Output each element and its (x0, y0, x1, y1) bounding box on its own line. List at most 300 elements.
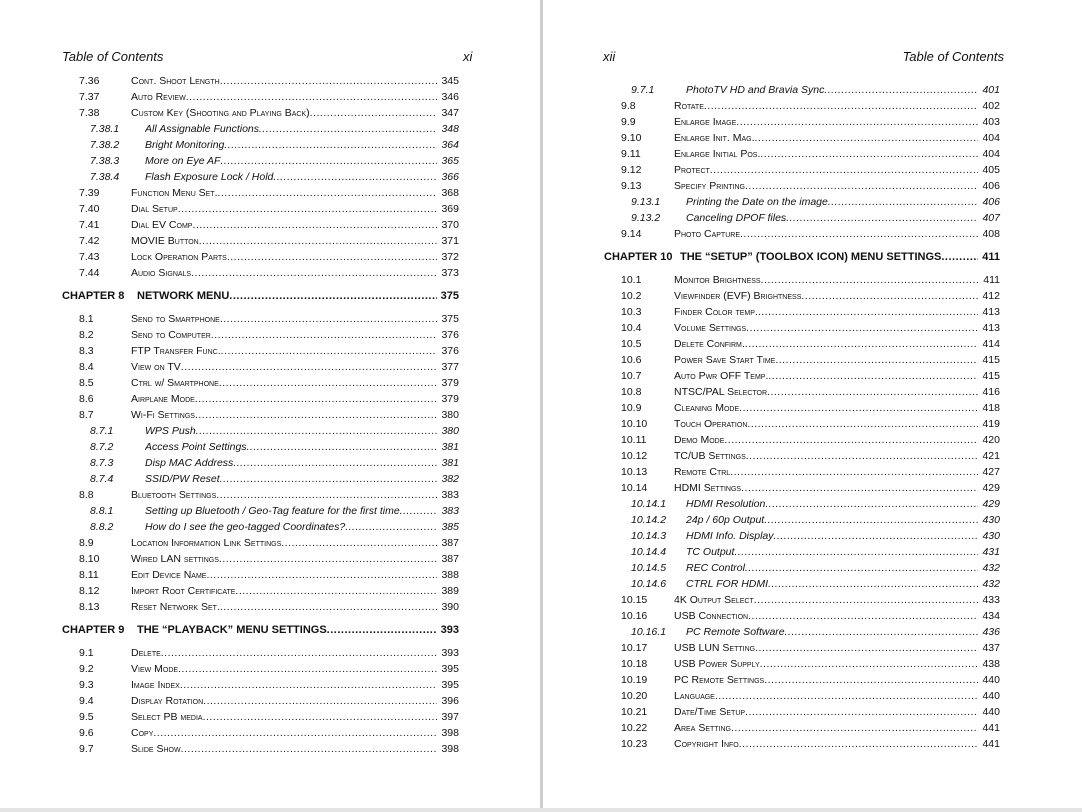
toc-entry[interactable] (631, 497, 1000, 511)
toc-number: CHAPTER 10 (604, 251, 673, 263)
toc-page-number: 411 (983, 274, 1000, 286)
toc-dot-leader (758, 305, 978, 319)
toc-dot-leader (211, 328, 437, 342)
toc-entry[interactable] (79, 266, 459, 280)
toc-dot-leader (734, 545, 978, 559)
toc-dot-leader (724, 433, 978, 447)
toc-dot-leader (153, 726, 437, 740)
toc-page-number: 387 (441, 537, 459, 549)
toc-entry[interactable] (621, 305, 1000, 319)
toc-title: TC Output (686, 546, 735, 558)
toc-entry[interactable] (621, 289, 1000, 303)
toc-entry[interactable] (621, 131, 1000, 145)
toc-entry[interactable] (621, 179, 1000, 193)
toc-entry[interactable] (621, 481, 1000, 495)
toc-entry[interactable] (79, 202, 459, 216)
running-header: Table of Contents (902, 49, 1004, 64)
toc-chapter-entry[interactable] (604, 250, 1000, 264)
toc-title: Ctrl w/ Smartphone (131, 377, 219, 389)
toc-title: PC Remote Software (686, 626, 785, 638)
toc-page-number: 390 (441, 601, 459, 613)
toc-number: 10.14.5 (631, 562, 667, 574)
toc-dot-leader (195, 408, 437, 422)
toc-entry[interactable] (621, 689, 1000, 703)
toc-number: 9.13.2 (631, 212, 661, 224)
toc-page-number: 393 (441, 647, 459, 659)
toc-entry[interactable] (631, 625, 1000, 639)
toc-dot-leader (220, 74, 437, 88)
toc-dot-leader (219, 552, 437, 566)
toc-dot-leader (199, 234, 437, 248)
toc-entry[interactable] (79, 600, 459, 614)
toc-entry[interactable] (621, 227, 1000, 241)
toc-page-number: 404 (982, 148, 1000, 160)
toc-number: 10.16 (621, 610, 648, 622)
toc-number: 8.10 (79, 553, 100, 565)
toc-entry[interactable] (79, 536, 459, 550)
toc-page-number: 418 (982, 402, 1000, 414)
toc-page-number: 377 (441, 361, 459, 373)
toc-page-number: 430 (982, 530, 1000, 542)
toc-entry[interactable] (621, 401, 1000, 415)
toc-number: 10.3 (621, 306, 642, 318)
toc-number: 8.2 (79, 329, 94, 341)
toc-entry[interactable] (90, 170, 459, 184)
toc-page-number: 381 (441, 441, 459, 453)
toc-title: Send to Smartphone (131, 313, 220, 325)
toc-page-number: 411 (982, 251, 1000, 263)
toc-title: HDMI Info. Display (686, 530, 774, 542)
toc-title: Rotate (674, 100, 704, 112)
toc-entry[interactable] (631, 561, 1000, 575)
toc-entry[interactable] (631, 211, 1000, 225)
toc-entry[interactable] (79, 408, 459, 422)
toc-title: PhotoTV HD and Bravia Sync (686, 84, 825, 96)
toc-entry[interactable] (621, 147, 1000, 161)
toc-dot-leader (178, 662, 437, 676)
toc-title: TC/UB Settings (674, 450, 746, 462)
toc-number: 9.2 (79, 663, 94, 675)
toc-page-number: 396 (441, 695, 459, 707)
toc-page-number: 376 (441, 345, 459, 357)
toc-title: Edit Device Name (131, 569, 207, 581)
toc-entry[interactable] (621, 163, 1000, 177)
toc-number: 10.7 (621, 370, 642, 382)
toc-page-number: 430 (982, 514, 1000, 526)
toc-entry[interactable] (79, 250, 459, 264)
toc-entry[interactable] (631, 513, 1000, 527)
toc-entry[interactable] (621, 673, 1000, 687)
toc-entry[interactable] (79, 742, 459, 756)
toc-dot-leader (227, 250, 437, 264)
toc-title: WPS Push (145, 425, 196, 437)
toc-page-number: 373 (441, 267, 459, 279)
toc-dot-leader (768, 369, 978, 383)
toc-page-number: 406 (982, 196, 1000, 208)
toc-dot-leader (761, 273, 978, 287)
toc-title: Copyright Info (674, 738, 739, 750)
toc-title: Copy (131, 727, 154, 739)
toc-dot-leader (191, 266, 437, 280)
toc-dot-leader (760, 657, 978, 671)
toc-page-number: 369 (441, 203, 459, 215)
toc-entry[interactable] (621, 657, 1000, 671)
toc-number: 8.8.2 (90, 521, 114, 533)
toc-dot-leader (181, 742, 437, 756)
toc-title: More on Eye AF (145, 155, 221, 167)
toc-title: View Mode (131, 663, 179, 675)
toc-page-number: 427 (982, 466, 1000, 478)
toc-number: 9.3 (79, 679, 94, 691)
toc-page-number: 433 (982, 594, 1000, 606)
toc-title: Printing the Date on the image (686, 196, 828, 208)
toc-entry[interactable] (90, 154, 459, 168)
toc-page-number: 438 (982, 658, 1000, 670)
toc-page-number: 345 (441, 75, 459, 87)
toc-number: 10.8 (621, 386, 642, 398)
toc-page-number: 402 (982, 100, 1000, 112)
toc-entry[interactable] (79, 74, 459, 88)
toc-number: 10.5 (621, 338, 642, 350)
toc-entry[interactable] (621, 641, 1000, 655)
toc-dot-leader (755, 641, 978, 655)
toc-entry[interactable] (79, 90, 459, 104)
toc-entry[interactable] (621, 609, 1000, 623)
toc-entry[interactable] (79, 360, 459, 374)
toc-page-number: 421 (982, 450, 1000, 462)
toc-number: 9.11 (621, 148, 641, 160)
toc-number: 8.9 (79, 537, 94, 549)
toc-entry[interactable] (621, 337, 1000, 351)
toc-page-number: 389 (441, 585, 459, 597)
toc-title: Demo Mode (674, 434, 725, 446)
toc-entry[interactable] (621, 369, 1000, 383)
toc-page-number: 393 (440, 624, 459, 636)
toc-title: Wi-Fi Settings (131, 409, 195, 421)
toc-page-number: 398 (441, 743, 459, 755)
toc-entry[interactable] (79, 106, 459, 120)
toc-title: Dial EV Comp (131, 219, 193, 231)
toc-number: 10.23 (621, 738, 648, 750)
toc-entry[interactable] (631, 577, 1000, 591)
toc-page-number: 379 (441, 377, 459, 389)
toc-entry[interactable] (621, 465, 1000, 479)
toc-dot-leader (775, 353, 978, 367)
toc-page-number: 398 (441, 727, 459, 739)
toc-entry[interactable] (90, 520, 459, 534)
toc-number: 8.7.4 (90, 473, 114, 485)
toc-dot-leader (220, 154, 437, 168)
toc-page-number: 365 (441, 155, 459, 167)
toc-dot-leader (218, 186, 437, 200)
toc-number: 7.38.1 (90, 123, 120, 135)
toc-title: Enlarge Image (674, 116, 737, 128)
toc-page-number: 379 (441, 393, 459, 405)
toc-number: 9.9 (621, 116, 636, 128)
toc-entry[interactable] (631, 529, 1000, 543)
toc-title: THE “PLAYBACK” MENU SETTINGS (137, 624, 327, 636)
toc-number: 8.8 (79, 489, 94, 501)
toc-entry[interactable] (79, 376, 459, 390)
toc-entry[interactable] (79, 392, 459, 406)
toc-title: Auto Review (131, 91, 186, 103)
toc-number: 8.3 (79, 345, 94, 357)
toc-number: 10.6 (621, 354, 642, 366)
toc-dot-leader (801, 289, 978, 303)
toc-entry[interactable] (621, 353, 1000, 367)
toc-entry[interactable] (621, 115, 1000, 129)
toc-number: 7.38 (79, 107, 100, 119)
toc-page-number: 436 (982, 626, 1000, 638)
toc-title: Audio Signals (131, 267, 192, 279)
toc-entry[interactable] (90, 440, 459, 454)
toc-number: CHAPTER 8 (62, 290, 125, 302)
toc-dot-leader (216, 488, 437, 502)
toc-page-number: 440 (982, 706, 1000, 718)
toc-dot-leader (710, 163, 978, 177)
toc-entry[interactable] (621, 99, 1000, 113)
toc-entry[interactable] (90, 424, 459, 438)
toc-dot-leader (233, 456, 437, 470)
toc-entry[interactable] (631, 195, 1000, 209)
toc-title: Language (674, 690, 715, 702)
toc-number: 9.6 (79, 727, 94, 739)
toc-entry[interactable] (79, 584, 459, 598)
toc-dot-leader (765, 497, 978, 511)
toc-number: 9.14 (621, 228, 642, 240)
toc-dot-leader (203, 694, 437, 708)
toc-number: 10.18 (621, 658, 648, 670)
toc-dot-leader (748, 609, 978, 623)
toc-title: Volume Settings (674, 322, 747, 334)
toc-page-number: 385 (441, 521, 459, 533)
toc-page-number: 383 (441, 505, 459, 517)
toc-number: 7.40 (79, 203, 100, 215)
toc-number: 7.36 (79, 75, 100, 87)
toc-number: 10.14.2 (631, 514, 667, 526)
toc-entry[interactable] (621, 273, 1000, 287)
toc-number: 10.15 (621, 594, 648, 606)
toc-title: Photo Capture (674, 228, 740, 240)
toc-dot-leader (731, 721, 978, 735)
toc-page-number: 383 (441, 489, 459, 501)
toc-dot-leader (739, 401, 978, 415)
toc-dot-leader (235, 584, 437, 598)
toc-page-number: 370 (441, 219, 459, 231)
toc-title: Image Index (131, 679, 180, 691)
toc-title: REC Control (686, 562, 745, 574)
toc-page-number: 376 (441, 329, 459, 341)
toc-title: Monitor Brightness (674, 274, 761, 286)
toc-number: 9.7.1 (631, 84, 655, 96)
toc-title: Cleaning Mode (674, 402, 740, 414)
toc-title: Bluetooth Settings (131, 489, 217, 501)
toc-entry[interactable] (631, 83, 1000, 97)
toc-entry[interactable] (79, 328, 459, 342)
toc-dot-leader (259, 122, 437, 136)
toc-entry[interactable] (79, 646, 459, 660)
toc-number: 7.38.4 (90, 171, 120, 183)
toc-entry[interactable] (79, 662, 459, 676)
toc-title: HDMI Resolution (686, 498, 766, 510)
toc-dot-leader (785, 625, 978, 639)
toc-dot-leader (786, 211, 978, 225)
toc-number: 8.4 (79, 361, 94, 373)
toc-number: 10.21 (621, 706, 648, 718)
toc-title: Slide Show (131, 743, 181, 755)
toc-number: 10.14.3 (631, 530, 667, 542)
toc-dot-leader (747, 417, 978, 431)
toc-page-number: 375 (440, 290, 459, 302)
toc-title: Dial Setup (131, 203, 178, 215)
toc-entry[interactable] (90, 504, 459, 518)
toc-title: Bright Monitoring (145, 139, 225, 151)
toc-entry[interactable] (90, 472, 459, 486)
toc-entry[interactable] (79, 726, 459, 740)
toc-title: Location Information Link Settings (131, 537, 282, 549)
toc-page-number: 420 (982, 434, 1000, 446)
toc-entry[interactable] (79, 186, 459, 200)
toc-entry[interactable] (621, 737, 1000, 751)
toc-entry[interactable] (79, 312, 459, 326)
toc-number: 10.20 (621, 690, 648, 702)
toc-title: Cont. Shoot Length (131, 75, 220, 87)
toc-number: 10.14.6 (631, 578, 667, 590)
right-page (543, 0, 1082, 808)
toc-number: 10.2 (621, 290, 642, 302)
toc-entry[interactable] (90, 456, 459, 470)
toc-dot-leader (221, 344, 437, 358)
toc-dot-leader (400, 504, 437, 518)
toc-number: 10.16.1 (631, 626, 667, 638)
toc-dot-leader (760, 147, 978, 161)
toc-page-number: 415 (982, 354, 1000, 366)
toc-title: Send to Computer (131, 329, 211, 341)
toc-title: Setting up Bluetooth / Geo-Tag feature for the first time (145, 505, 400, 517)
toc-entry[interactable] (621, 321, 1000, 335)
toc-title: Delete (131, 647, 161, 659)
toc-dot-leader (224, 138, 437, 152)
toc-dot-leader (730, 465, 978, 479)
toc-title: Display Rotation (131, 695, 204, 707)
toc-number: 7.41 (79, 219, 100, 231)
toc-number: 7.37 (79, 91, 100, 103)
toc-number: 8.5 (79, 377, 94, 389)
toc-dot-leader (345, 520, 437, 534)
toc-page-number: 406 (982, 180, 1000, 192)
toc-entry[interactable] (79, 552, 459, 566)
toc-title: Wired LAN settings (131, 553, 219, 565)
toc-number: 9.13 (621, 180, 642, 192)
toc-entry[interactable] (621, 433, 1000, 447)
toc-entry[interactable] (621, 593, 1000, 607)
toc-dot-leader (746, 321, 978, 335)
toc-title: How do I see the geo-tagged Coordinates? (145, 521, 346, 533)
toc-title: Flash Exposure Lock / Hold (145, 171, 274, 183)
toc-number: 7.42 (79, 235, 100, 247)
toc-page-number: 397 (441, 711, 459, 723)
toc-entry[interactable] (79, 694, 459, 708)
toc-chapter-entry[interactable] (62, 623, 459, 637)
toc-title: USB LUN Setting (674, 642, 756, 654)
toc-entry[interactable] (79, 488, 459, 502)
toc-page-number: 440 (982, 674, 1000, 686)
toc-entry[interactable] (621, 449, 1000, 463)
toc-title: MOVIE Button (131, 235, 199, 247)
toc-entry[interactable] (79, 234, 459, 248)
toc-page-number: 381 (441, 457, 459, 469)
toc-entry[interactable] (621, 385, 1000, 399)
toc-page-number: 407 (982, 212, 1000, 224)
toc-entry[interactable] (79, 218, 459, 232)
toc-number: 9.5 (79, 711, 94, 723)
toc-entry[interactable] (621, 705, 1000, 719)
toc-number: 10.17 (621, 642, 648, 654)
toc-entry[interactable] (79, 710, 459, 724)
toc-title: Reset Network Set. (131, 601, 220, 613)
toc-entry[interactable] (90, 138, 459, 152)
toc-entry[interactable] (90, 122, 459, 136)
toc-chapter-entry[interactable] (62, 289, 459, 303)
toc-number: 10.14.4 (631, 546, 667, 558)
toc-page-number: 419 (982, 418, 1000, 430)
toc-dot-leader (764, 513, 978, 527)
toc-number: 8.12 (79, 585, 100, 597)
toc-number: 10.11 (621, 434, 647, 446)
page-number: xi (463, 49, 473, 64)
toc-number: 10.9 (621, 402, 642, 414)
toc-page-number: 364 (441, 139, 459, 151)
toc-title: Power Save Start Time (674, 354, 776, 366)
toc-title: Protect (674, 164, 710, 176)
toc-entry[interactable] (621, 417, 1000, 431)
toc-page-number: 395 (441, 679, 459, 691)
bottom-edge (0, 808, 1082, 812)
toc-number: 10.22 (621, 722, 648, 734)
toc-entry[interactable] (79, 678, 459, 692)
toc-page-number: 348 (441, 123, 459, 135)
toc-title: THE “SETUP” (TOOLBOX ICON) MENU SETTINGS (680, 251, 942, 263)
toc-page-number: 375 (441, 313, 459, 325)
toc-title: Auto Pwr OFF Temp. (674, 370, 769, 382)
toc-title: USB Connection (674, 610, 749, 622)
toc-number: 9.7 (79, 743, 94, 755)
toc-dot-leader (273, 170, 437, 184)
toc-title: Canceling DPOF files (686, 212, 787, 224)
toc-entry[interactable] (79, 344, 459, 358)
toc-page-number: 429 (982, 498, 1000, 510)
toc-title: 24p / 60p Output (686, 514, 765, 526)
toc-title: View on TV (131, 361, 181, 373)
toc-entry[interactable] (79, 568, 459, 582)
toc-page-number: 437 (982, 642, 1000, 654)
toc-dot-leader (192, 218, 437, 232)
toc-dot-leader (745, 179, 978, 193)
toc-page-number: 414 (982, 338, 1000, 350)
toc-number: 10.13 (621, 466, 648, 478)
toc-dot-leader (741, 481, 978, 495)
toc-page-number: 441 (982, 722, 1000, 734)
toc-number: 8.7.2 (90, 441, 114, 453)
toc-page-number: 368 (441, 187, 459, 199)
toc-page-number: 431 (982, 546, 1000, 558)
toc-page-number: 346 (441, 91, 459, 103)
toc-entry[interactable] (621, 721, 1000, 735)
toc-title: Specify Printing (674, 180, 745, 192)
toc-entry[interactable] (631, 545, 1000, 559)
toc-dot-leader (327, 623, 437, 637)
page-number: xii (603, 49, 616, 64)
